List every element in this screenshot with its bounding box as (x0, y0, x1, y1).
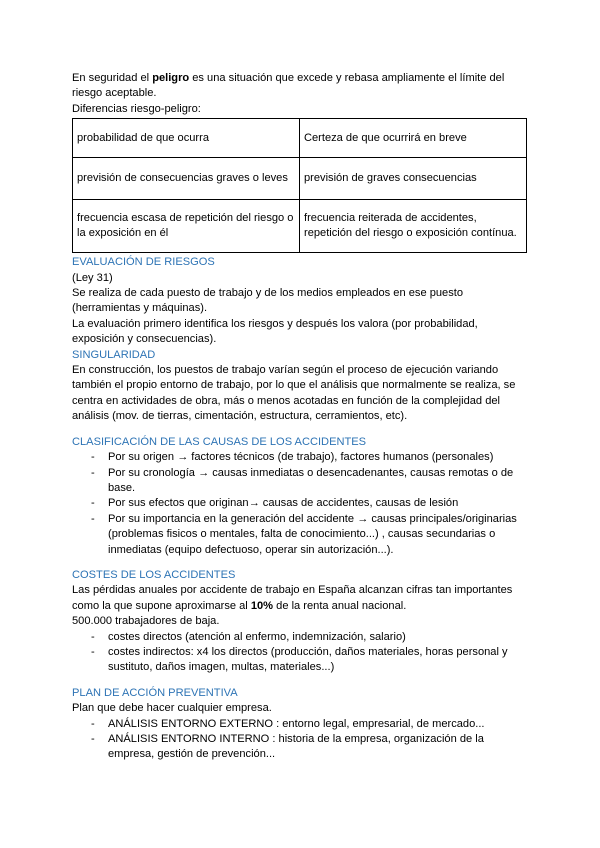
table-cell-riesgo: frecuencia escasa de repetición del riesgo o la exposición en él (73, 200, 300, 253)
plan-heading: PLAN DE ACCIÓN PREVENTIVA (72, 686, 238, 699)
evaluacion-heading: EVALUACIÓN DE RIESGOS (72, 256, 215, 269)
evaluacion-law: (Ley 31) (72, 271, 113, 284)
peligro-term: peligro (152, 72, 190, 84)
percentage-value: 10% (250, 599, 274, 612)
list-item: - costes directos (atención al enfermo, indemnización, salario) (108, 630, 530, 645)
list-item: - Por sus efectos que originan→ causas de accidentes, causas de lesión (108, 496, 530, 511)
risk-danger-table (72, 118, 527, 253)
list-item: - ANÁLISIS ENTORNO INTERNO : historia de la empresa, organización de la empresa, gestión de prevención... (108, 732, 530, 763)
differences-title: Diferencias riesgo-peligro: (72, 102, 201, 115)
costes-text: Las pérdidas anuales por accidente de trabajo en España alcanzan cifras tan importantes como la que supone aproximarse al 10% de la renta anual nacional. (72, 584, 513, 612)
costes-list (72, 630, 530, 676)
table-cell-riesgo: probabilidad de que ocurra (73, 119, 300, 158)
table-cell-riesgo: previsión de consecuencias graves o leves (73, 158, 300, 200)
evaluacion-text: Se realiza de cada puesto de trabajo y de los medios empleados en ese puesto (herramientas y máquinas). (72, 287, 464, 315)
list-item: - ANÁLISIS ENTORNO EXTERNO : entorno legal, empresarial, de mercado... (108, 717, 530, 732)
singularidad-heading: SINGULARIDAD (72, 348, 156, 361)
costes-heading: COSTES DE LOS ACCIDENTES (72, 568, 236, 581)
clasificacion-list (72, 450, 530, 558)
singularidad-text: En construcción, los puestos de trabajo varían según el proceso de ejecución variando también el propio entorno de trabajo, por lo que el análisis que normalmente se realiza, se centra en actividades de obra, más o menos acotadas en función de la complejidad del análisis (mov. de tierras, cimentación, estructura, cerramientos, etc). (72, 364, 516, 423)
table-row (73, 158, 527, 200)
table-cell-peligro: Certeza de que ocurrirá en breve (300, 119, 527, 158)
list-item: - Por su importancia en la generación del accidente → causas principales/originarias (problemas fisicos o mentales, falta de conocimiento...) , causas secundarias o inmediatas (equipo defectuoso, operar sin autorización...). (108, 512, 530, 558)
table-cell-peligro: frecuencia reiterada de accidentes, repetición del riesgo o exposición contínua. (300, 200, 527, 253)
table-cell-peligro: previsión de graves consecuencias (300, 158, 527, 200)
clasificacion-heading: CLASIFICACIÓN DE LAS CAUSAS DE LOS ACCIDENTES (72, 435, 367, 448)
evaluacion-text: La evaluación primero identifica los riesgos y después los valora (por probabilidad, exposición y consecuencias). (72, 317, 478, 346)
list-item: - Por su cronología → causas inmediatas o desencadenantes, causas remotas o de base. (108, 466, 530, 497)
document-page (72, 71, 530, 763)
table-row (73, 119, 527, 158)
table-row (73, 200, 527, 253)
intro-paragraph: En seguridad el peligro es una situación que excede y rebasa ampliamente el límite del riesgo aceptable. (72, 72, 505, 100)
plan-text: Plan que debe hacer cualquier empresa. (72, 702, 272, 715)
plan-list (72, 717, 530, 763)
list-item: - Por su origen → factores técnicos (de trabajo), factores humanos (personales) (108, 450, 530, 465)
workers-count: 500.000 trabajadores de baja. (72, 615, 220, 628)
list-item: - costes indirectos: x4 los directos (producción, daños materiales, horas personal y sustituto, daños imagen, multas, materiales...) (108, 645, 530, 676)
